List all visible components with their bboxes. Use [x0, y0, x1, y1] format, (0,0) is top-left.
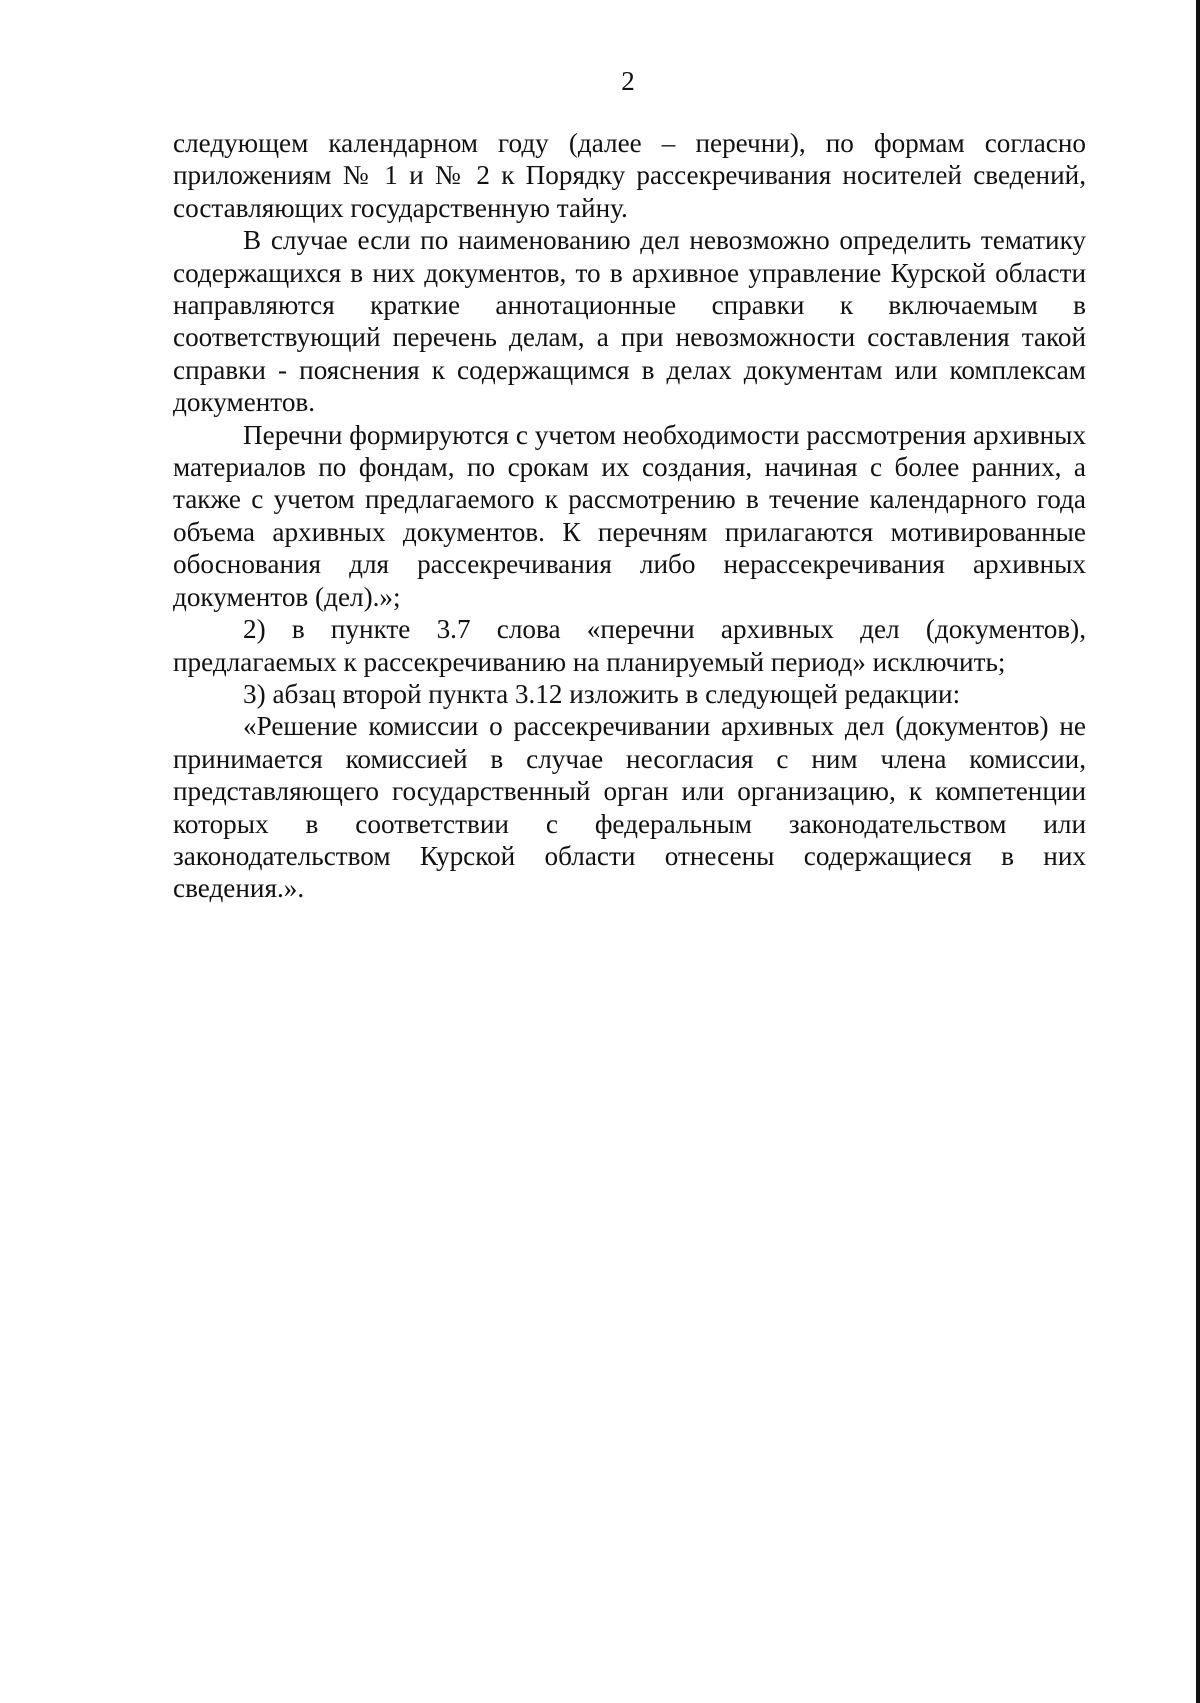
paragraph-item-3: 3) абзац второй пункта 3.12 изложить в следующей редакции: [243, 678, 961, 709]
paragraph-item-2: 2) в пункте 3.7 слова «перечни архивных дел (документов), предлагаемых к рассекречиванию на планируемый период» исключить; [173, 614, 1086, 677]
paragraph-commission-decision: «Решение комиссии о рассекречивании архивных дел (документов) не принимается комиссией в случае несогласия с ним члена комиссии, представляющего государственный орган или организацию, к компетенции которых в соответствии с федеральным законодательством или законодательством Курской области отнесены содержащиеся в них сведения.». [173, 711, 1086, 904]
paragraph-lists-formation: Перечни формируются с учетом необходимости рассмотрения архивных материалов по фондам, по срокам их создания, начиная с более ранних, а также с учетом предлагаемого к рассмотрению в течение календарного года объема архивных документов. К перечням прилагаются мотивированные обоснования для рассекречивания либо нерассекречивания архивных документов (дел).»; [173, 419, 1086, 612]
document-body [173, 127, 1086, 905]
scan-edge [1196, 0, 1200, 1703]
paragraph-annotation-notes: В случае если по наименованию дел невозможно определить тематику содержащихся в них документов, то в архивное управление Курской области направляются краткие аннотационные справки к включаемым в соответствующий перечень делам, а при невозможности составления такой справки - пояснения к содержащимся в делах документам или комплексам документов. [173, 225, 1086, 418]
page-number: 2 [621, 66, 635, 96]
paragraph-continuation: следующем календарном году (далее – перечни), по формам согласно приложениям № 1 и № 2 к Порядку рассекречивания носителей сведений, составляющих государственную тайну. [173, 128, 1086, 223]
